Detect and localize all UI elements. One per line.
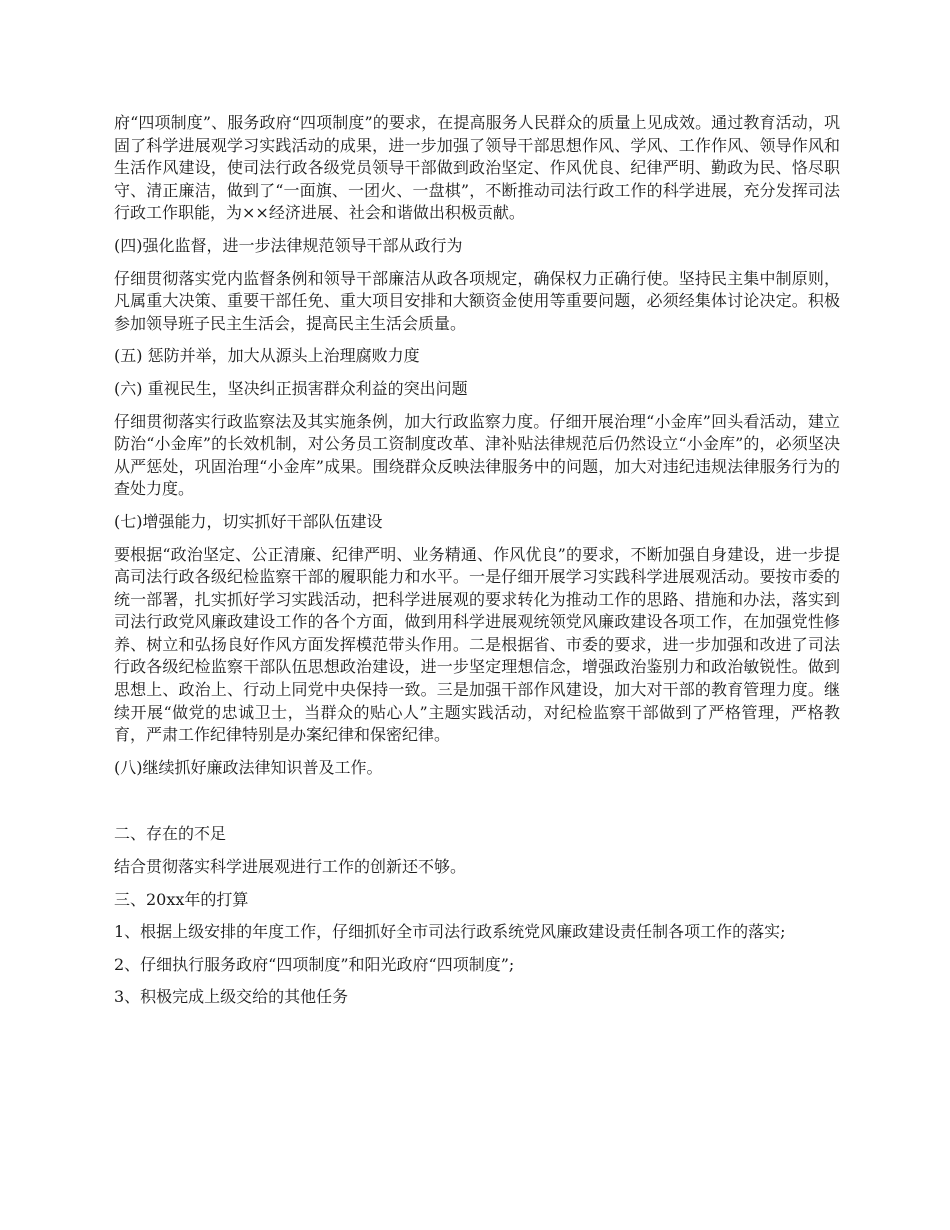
plan-item-3: 3、积极完成上级交给的其他任务 [114, 987, 349, 1007]
plan-item-2: 2、仔细执行服务政府“四项制度”和阳光政府“四项制度”; [114, 954, 515, 974]
heading-item-6: (六) 重视民生，坚决纠正损害群众利益的突出问题 [114, 378, 468, 398]
paragraph-shortcomings: 结合贯彻落实科学进展观进行工作的创新还不够。 [114, 857, 467, 877]
heading-item-7: (七)增强能力，切实抓好干部队伍建设 [114, 511, 383, 531]
section-heading-shortcomings: 二、存在的不足 [114, 824, 227, 844]
document-body [114, 112, 840, 1019]
plan-item-1: 1、根据上级安排的年度工作，仔细抓好全市司法行政系统党风廉政建设责任制各项工作的落实; [114, 922, 786, 942]
section-heading-plans: 三、20xx年的打算 [114, 889, 249, 909]
heading-item-8: (八)继续抓好廉政法律知识普及工作。 [114, 757, 383, 777]
paragraph-livelihood: 仔细贯彻落实行政监察法及其实施条例，加大行政监察力度。仔细开展治理“小金库”回头看活动，建立防治“小金库”的长效机制，对公务员工资制度改革、津补贴法律规范后仍然设立“小金库”的，必须坚决从严惩处，巩固治理“小金库”成果。围绕群众反映法律服务中的问题，加大对违纪违规法律服务行为的查处力度。 [114, 411, 840, 499]
paragraph-capacity: 要根据“政治坚定、公正清廉、纪律严明、业务精通、作风优良”的要求，不断加强自身建设，进一步提高司法行政各级纪检监察干部的履职能力和水平。一是仔细开展学习实践科学进展观活动。要按市委的统一部署，扎实抓好学习实践活动，把科学进展观的要求转化为推动工作的思路、措施和办法，落实到司法行政党风廉政建设工作的各个方面，做到用科学进展观统领党风廉政建设各项工作，在加强党性修养、树立和弘扬良好作风方面发挥模范带头作用。二是根据省、市委的要求，进一步加强和改进了司法行政各级纪检监察干部队伍思想政治建设，进一步坚定理想信念，增强政治鉴别力和政治敏锐性。做到思想上、政治上、行动上同党中央保持一致。三是加强干部作风建设，加大对干部的教育管理力度。继续开展“做党的忠诚卫士，当群众的贴心人”主题实践活动，对纪检监察干部做到了严格管理，严格教育，严肃工作纪律特别是办案纪律和保密纪律。 [114, 544, 840, 745]
section-spacer [114, 789, 840, 823]
paragraph-intro-continuation: 府“四项制度”、服务政府“四项制度”的要求，在提高服务人民群众的质量上见成效。通过教育活动，巩固了科学进展观学习实践活动的成果，进一步加强了领导干部思想作风、学风、工作作风、领导作风和生活作风建设，使司法行政各级党员领导干部做到政治坚定、作风优良、纪律严明、勤政为民、恪尽职守、清正廉洁，做到了“一面旗、一团火、一盘棋”，不断推动司法行政工作的科学进展，充分发挥司法行政工作职能，为××经济进展、社会和谐做出积极贡献。 [114, 113, 840, 223]
heading-item-4: (四)强化监督，进一步法律规范领导干部从政行为 [114, 235, 463, 255]
paragraph-supervision: 仔细贯彻落实党内监督条例和领导干部廉洁从政各项规定，确保权力正确行使。坚持民主集中制原则，凡属重大决策、重要干部任免、重大项目安排和大额资金使用等重要问题，必须经集体讨论决定。积极参加领导班子民主生活会，提高民主生活会质量。 [114, 268, 840, 333]
heading-item-5: (五) 惩防并举，加大从源头上治理腐败力度 [114, 346, 420, 366]
